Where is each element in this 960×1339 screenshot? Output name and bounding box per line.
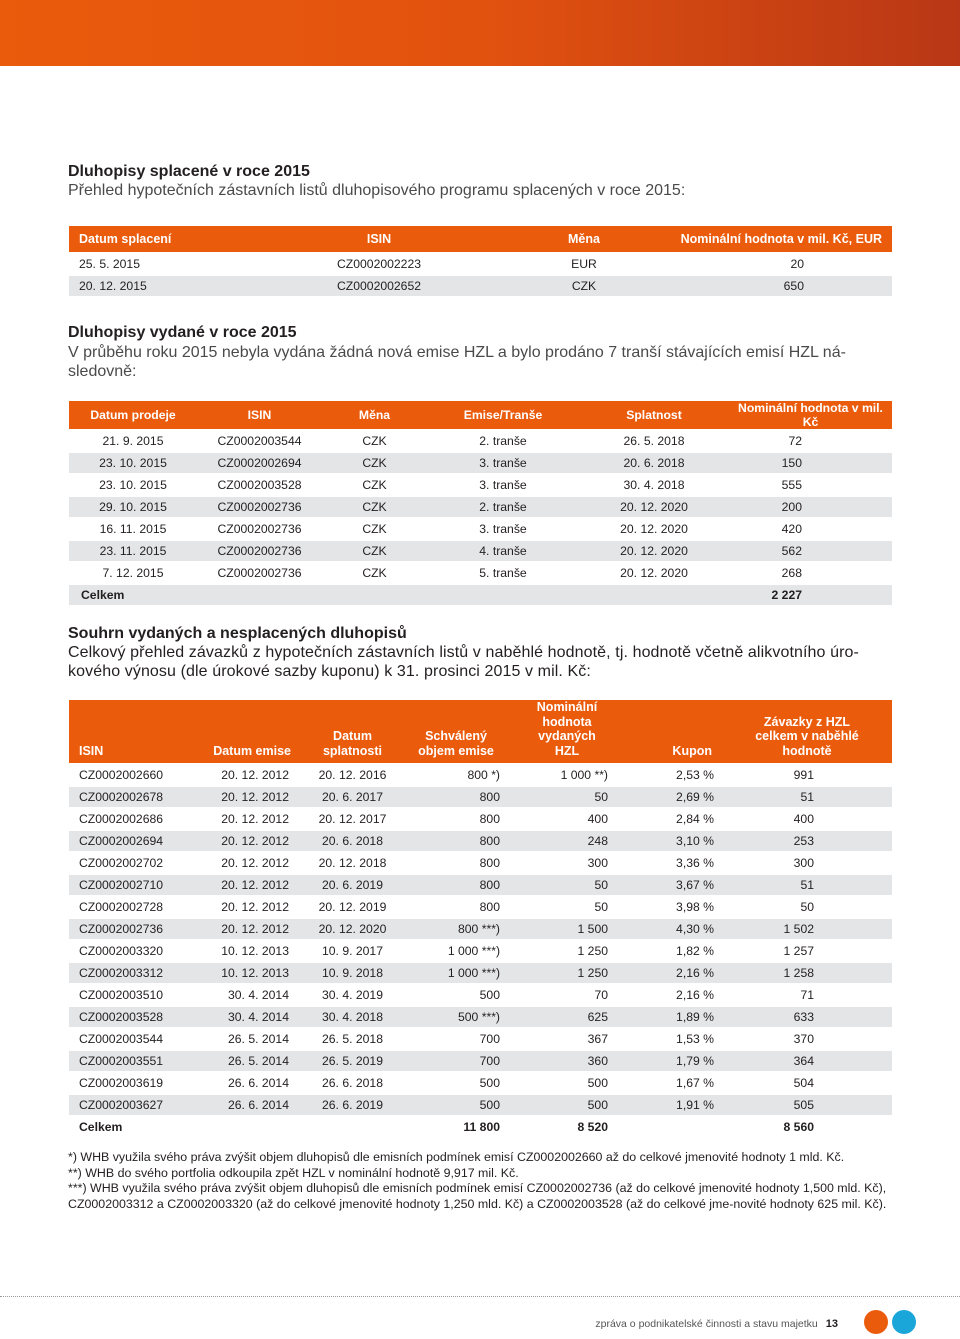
cell-nominal-issued: 1 500 bbox=[508, 919, 626, 939]
cell-approved-volume: 800 bbox=[404, 831, 508, 851]
cell-coupon: 4,30 % bbox=[626, 919, 722, 939]
cell-approved-volume: 500 bbox=[404, 1095, 508, 1115]
footer-caption: zpráva o podnikatelské činnosti a stavu majetku bbox=[595, 1318, 818, 1330]
col-header-nominal-issued bbox=[508, 700, 626, 763]
col-header-liabilities bbox=[722, 700, 892, 763]
col-header-isin: ISIN bbox=[197, 401, 322, 429]
cell-isin: CZ0002002223 bbox=[336, 257, 422, 271]
footnote: ***) WHB využila svého práva zvýšit objem dluhopisů dle emisních podmínek emisí CZ0002002736 (až do celkové jmenovité hodnoty 1,500 mld. Kč), CZ0002003312 a CZ0002003320 (až do celkové jmenovité hodnoty 1,250 mld. Kč) a CZ0002003528 (až do celkové jme-novité hodnoty 625 mil. Kč). bbox=[68, 1181, 887, 1211]
header-line: hodnota vydaných bbox=[538, 714, 596, 743]
col-header-isin bbox=[69, 700, 189, 763]
cell-sale-date: 21. 9. 2015 bbox=[102, 434, 164, 448]
cell-repayment-date: 25. 5. 2015 bbox=[79, 257, 140, 271]
cell-currency: CZK bbox=[504, 276, 664, 296]
cell-liabilities: 8 560 bbox=[783, 1120, 814, 1134]
table-row bbox=[69, 563, 892, 583]
cell-isin: CZ0002003627 bbox=[69, 1095, 189, 1115]
cell-sale-date: 29. 10. 2015 bbox=[69, 497, 197, 517]
cell-sale-date: 23. 10. 2015 bbox=[69, 453, 197, 473]
table-row bbox=[69, 254, 892, 274]
cell-coupon: 1,53 % bbox=[676, 1032, 714, 1046]
cell-nominal-value: 555 bbox=[781, 478, 802, 492]
cell-currency: CZK bbox=[362, 434, 387, 448]
total-row bbox=[69, 1117, 892, 1137]
footer bbox=[595, 1318, 838, 1330]
cell-liabilities: 1 257 bbox=[783, 944, 814, 958]
cell-repayment-date: 20. 12. 2015 bbox=[69, 276, 254, 296]
col-header-currency: Měna bbox=[322, 401, 427, 429]
cell-coupon bbox=[626, 1117, 722, 1137]
cell-coupon: 3,36 % bbox=[676, 856, 714, 870]
table-row bbox=[69, 1007, 892, 1027]
cell-maturity: 20. 12. 2020 bbox=[579, 497, 729, 517]
col-header-repayment-date: Datum splacení bbox=[69, 226, 254, 252]
cell-issue-date: 26. 5. 2014 bbox=[189, 1051, 301, 1071]
cell-issue-date: 20. 12. 2012 bbox=[221, 900, 289, 914]
cell-maturity: 20. 12. 2020 bbox=[579, 541, 729, 561]
cell-maturity-date: 20. 12. 2020 bbox=[301, 919, 404, 939]
cell-isin: CZ0002003312 bbox=[69, 963, 189, 983]
cell-coupon: 2,53 % bbox=[676, 768, 714, 782]
section3-title: Souhrn vydaných a nesplacených dluhopisů bbox=[68, 625, 407, 642]
cell-liabilities: 51 bbox=[722, 875, 892, 895]
cell-nominal-issued: 50 bbox=[594, 900, 608, 914]
col-header-coupon bbox=[626, 700, 722, 763]
cell-nominal-issued: 500 bbox=[508, 1095, 626, 1115]
cell-sale-date: 23. 11. 2015 bbox=[69, 541, 197, 561]
cell-approved-volume: 800 bbox=[479, 812, 500, 826]
cell-issue-date bbox=[189, 1117, 301, 1137]
blue-circle-icon bbox=[892, 1310, 916, 1334]
col-header-approved-volume bbox=[404, 700, 508, 763]
cell-tranche: 2. tranše bbox=[427, 497, 579, 517]
cell-liabilities: 504 bbox=[793, 1076, 814, 1090]
cell-isin: CZ0002002686 bbox=[79, 812, 164, 826]
cell-currency: CZK bbox=[322, 453, 427, 473]
cell-maturity-date: 20. 6. 2018 bbox=[301, 831, 404, 851]
cell-issue-date: 20. 12. 2012 bbox=[189, 831, 301, 851]
cell-maturity-date: 20. 12. 2019 bbox=[318, 900, 387, 914]
cell-isin: CZ0002003320 bbox=[79, 944, 164, 958]
footer-divider bbox=[0, 1296, 960, 1297]
cell-issue-date: 20. 12. 2012 bbox=[221, 812, 289, 826]
cell-nominal-value: 562 bbox=[729, 541, 892, 561]
cell-isin: CZ0002002702 bbox=[79, 856, 164, 870]
section2-title: Dluhopisy vydané v roce 2015 bbox=[68, 324, 297, 341]
table-row bbox=[69, 1051, 892, 1071]
section3-body: Celkový přehled závazků z hypotečních zástavních listů v naběhlé hodnotě, tj. hodnotě včetně alikvotního úro-kového výnosu (dle úrokové sazby kuponu) k 31. prosinci 2015 v mil. Kč: bbox=[68, 644, 859, 680]
cell-maturity-date: 26. 5. 2019 bbox=[301, 1051, 404, 1071]
cell-maturity-date: 10. 9. 2017 bbox=[322, 944, 383, 958]
table-row bbox=[69, 1073, 892, 1093]
cell-liabilities: 51 bbox=[722, 787, 892, 807]
cell-nominal-issued: 500 bbox=[587, 1076, 608, 1090]
cell-issue-date: 26. 6. 2014 bbox=[228, 1076, 289, 1090]
cell-isin: Celkem bbox=[79, 1120, 123, 1134]
header-line: ISIN bbox=[79, 743, 104, 758]
cell-currency: CZK bbox=[322, 541, 427, 561]
issued-bonds-table bbox=[69, 399, 892, 607]
cell-isin: CZ0002002736 bbox=[197, 497, 322, 517]
cell-coupon: 3,98 % bbox=[676, 900, 714, 914]
cell-liabilities: 50 bbox=[800, 900, 814, 914]
table-header-row bbox=[69, 226, 892, 252]
cell-issue-date: 26. 5. 2014 bbox=[228, 1032, 289, 1046]
cell-maturity-date: 26. 6. 2018 bbox=[322, 1076, 383, 1090]
cell-liabilities: 1 502 bbox=[722, 919, 892, 939]
page-number: 13 bbox=[825, 1318, 838, 1330]
cell-nominal-issued: 400 bbox=[587, 812, 608, 826]
cell-approved-volume: 1 000 ***) bbox=[404, 963, 508, 983]
cell-nominal-issued: 360 bbox=[508, 1051, 626, 1071]
cell-nominal-value: 268 bbox=[781, 566, 802, 580]
cell-issue-date: 30. 4. 2014 bbox=[189, 1007, 301, 1027]
section1-subtitle: Přehled hypotečních zástavních listů dluhopisového programu splacených v roce 2015: bbox=[68, 182, 686, 199]
table-row bbox=[69, 453, 892, 473]
cell-isin: CZ0002003619 bbox=[79, 1076, 164, 1090]
cell-liabilities: 71 bbox=[800, 988, 814, 1002]
cell-isin: CZ0002002728 bbox=[79, 900, 164, 914]
cell-nominal-value: 420 bbox=[781, 522, 802, 536]
cell-isin: CZ0002002694 bbox=[197, 453, 322, 473]
col-header-maturity-date bbox=[301, 700, 404, 763]
table-row bbox=[69, 853, 892, 873]
cell-isin: CZ0002003528 bbox=[69, 1007, 189, 1027]
cell-approved-volume: 800 *) bbox=[467, 768, 500, 782]
cell-issue-date: 10. 12. 2013 bbox=[189, 963, 301, 983]
cell-approved-volume: 800 bbox=[479, 856, 500, 870]
cell-issue-date: 20. 12. 2012 bbox=[189, 919, 301, 939]
col-header-isin: ISIN bbox=[254, 226, 504, 252]
cell-nominal-value: 150 bbox=[729, 453, 892, 473]
cell-coupon: 2,16 % bbox=[676, 988, 714, 1002]
cell-issue-date: 20. 12. 2012 bbox=[221, 768, 289, 782]
footnotes bbox=[68, 1150, 898, 1212]
cell-isin: CZ0002002710 bbox=[69, 875, 189, 895]
header-line: Nominální bbox=[536, 700, 598, 714]
cell-isin: CZ0002002736 bbox=[197, 541, 322, 561]
cell-maturity: 20. 12. 2020 bbox=[620, 566, 688, 580]
cell-nominal-value: 200 bbox=[729, 497, 892, 517]
header-line: HZL bbox=[554, 743, 580, 758]
cell-isin: CZ0002003528 bbox=[217, 478, 302, 492]
cell-isin: CZ0002002660 bbox=[79, 768, 164, 782]
cell-maturity: 30. 4. 2018 bbox=[623, 478, 685, 492]
cell-isin: CZ0002002736 bbox=[217, 566, 302, 580]
footnote: *) WHB využila svého práva zvýšit objem dluhopisů dle emisních podmínek emisí CZ0002002660 až do celkové jmenovité hodnoty 1 mld. Kč. bbox=[68, 1150, 845, 1164]
cell-tranche: 3. tranše bbox=[479, 522, 527, 536]
cell-isin: CZ0002002652 bbox=[254, 276, 504, 296]
cell-maturity-date: 20. 12. 2018 bbox=[318, 856, 387, 870]
cell-sale-date: 16. 11. 2015 bbox=[99, 522, 167, 536]
cell-issue-date: 20. 12. 2012 bbox=[189, 875, 301, 895]
cell-issue-date: 20. 12. 2012 bbox=[189, 787, 301, 807]
cell-maturity-date: 30. 4. 2019 bbox=[322, 988, 383, 1002]
cell-approved-volume: 800 bbox=[404, 787, 508, 807]
table-row bbox=[69, 787, 892, 807]
cell-nominal-issued: 300 bbox=[587, 856, 608, 870]
cell-maturity-date: 10. 9. 2018 bbox=[301, 963, 404, 983]
header-line: objem emise bbox=[418, 743, 494, 758]
cell-nominal-issued: 1 250 bbox=[508, 963, 626, 983]
cell-approved-volume: 1 000 ***) bbox=[447, 944, 500, 958]
table-row bbox=[69, 809, 892, 829]
header-line: Schválený bbox=[425, 729, 487, 743]
table-row bbox=[69, 541, 892, 561]
cell-maturity-date: 26. 5. 2018 bbox=[322, 1032, 383, 1046]
cell-currency: CZK bbox=[322, 497, 427, 517]
cell-liabilities: 991 bbox=[793, 768, 814, 782]
cell-approved-volume: 800 bbox=[404, 875, 508, 895]
col-header-currency: Měna bbox=[504, 226, 664, 252]
cell-tranche: 5. tranše bbox=[479, 566, 527, 580]
header-line: splatnosti bbox=[322, 743, 383, 758]
col-header-sale-date: Datum prodeje bbox=[69, 401, 197, 429]
cell-issue-date: 30. 4. 2014 bbox=[228, 988, 289, 1002]
table-row bbox=[69, 1095, 892, 1115]
cell-coupon: 2,69 % bbox=[626, 787, 722, 807]
cell-tranche: 3. tranše bbox=[479, 478, 527, 492]
cell-isin: CZ0002002736 bbox=[217, 522, 302, 536]
cell-issue-date: 20. 12. 2012 bbox=[221, 856, 289, 870]
cell-approved-volume: 500 bbox=[479, 988, 500, 1002]
cell-coupon: 3,67 % bbox=[626, 875, 722, 895]
total-label: Celkem bbox=[69, 585, 197, 605]
col-header-issue-date bbox=[189, 700, 301, 763]
cell-maturity-date: 20. 12. 2016 bbox=[318, 768, 387, 782]
table-row bbox=[69, 276, 892, 296]
header-line: celkem v naběhlé hodnotě bbox=[755, 729, 859, 758]
table-header-row bbox=[69, 700, 892, 763]
cell-isin: CZ0002003544 bbox=[217, 434, 302, 448]
cell-approved-volume: 11 800 bbox=[463, 1120, 500, 1134]
section2-subtitle: V průběhu roku 2015 nebyla vydána žádná nová emise HZL a bylo prodáno 7 tranší stávajících emisí HZL ná-sledovně: bbox=[68, 344, 846, 380]
header-line: Datum bbox=[333, 729, 372, 743]
cell-maturity-date: 26. 6. 2019 bbox=[301, 1095, 404, 1115]
cell-coupon: 2,84 % bbox=[676, 812, 714, 826]
cell-approved-volume: 800 bbox=[479, 900, 500, 914]
col-header-maturity: Splatnost bbox=[579, 401, 729, 429]
cell-approved-volume: 800 ***) bbox=[404, 919, 508, 939]
cell-nominal-value: 72 bbox=[788, 434, 802, 448]
cell-tranche: 3. tranše bbox=[427, 453, 579, 473]
cell-isin: CZ0002002736 bbox=[69, 919, 189, 939]
cell-isin: CZ0002002678 bbox=[69, 787, 189, 807]
cell-maturity-date: 30. 4. 2018 bbox=[301, 1007, 404, 1027]
cell-sale-date: 7. 12. 2015 bbox=[102, 566, 164, 580]
cell-nominal-issued: 248 bbox=[508, 831, 626, 851]
cell-tranche: 2. tranše bbox=[479, 434, 527, 448]
cell-coupon: 1,67 % bbox=[676, 1076, 714, 1090]
repaid-bonds-table bbox=[69, 224, 892, 298]
table-row bbox=[69, 985, 892, 1005]
cell-maturity: 26. 5. 2018 bbox=[623, 434, 685, 448]
cell-currency: CZK bbox=[362, 566, 387, 580]
table-row bbox=[69, 475, 892, 495]
cell-liabilities: 300 bbox=[793, 856, 814, 870]
cell-liabilities: 364 bbox=[722, 1051, 892, 1071]
cell-sale-date: 23. 10. 2015 bbox=[99, 478, 167, 492]
cell-coupon: 2,16 % bbox=[626, 963, 722, 983]
total-row bbox=[69, 585, 892, 605]
cell-coupon: 1,82 % bbox=[676, 944, 714, 958]
table-row bbox=[69, 765, 892, 785]
header-band bbox=[0, 0, 960, 66]
cell-isin: CZ0002003510 bbox=[79, 988, 164, 1002]
cell-coupon: 1,79 % bbox=[626, 1051, 722, 1071]
table-row bbox=[69, 431, 892, 451]
header-line: Závazky z HZL bbox=[763, 714, 851, 729]
cell-currency: CZK bbox=[362, 478, 387, 492]
table-row bbox=[69, 875, 892, 895]
cell-nominal-value: 650 bbox=[664, 276, 892, 296]
table-row bbox=[69, 919, 892, 939]
cell-liabilities: 1 258 bbox=[722, 963, 892, 983]
col-header-issue-tranche: Emise/Tranše bbox=[427, 401, 579, 429]
table-row bbox=[69, 941, 892, 961]
cell-isin: CZ0002003551 bbox=[69, 1051, 189, 1071]
cell-coupon: 1,91 % bbox=[626, 1095, 722, 1115]
cell-nominal-issued: 367 bbox=[587, 1032, 608, 1046]
footnote: **) WHB do svého portfolia odkoupila zpět HZL v nominální hodnotě 9,917 mil. Kč. bbox=[68, 1165, 519, 1180]
cell-nominal-issued: 1 250 bbox=[577, 944, 608, 958]
cell-isin: CZ0002003544 bbox=[79, 1032, 164, 1046]
col-header-nominal-value: Nominální hodnota v mil. Kč bbox=[729, 401, 892, 429]
cell-maturity-date bbox=[301, 1117, 404, 1137]
table-row bbox=[69, 831, 892, 851]
cell-maturity-date: 20. 12. 2017 bbox=[318, 812, 387, 826]
orange-circle-icon bbox=[864, 1310, 888, 1334]
outstanding-bonds-table bbox=[69, 698, 892, 1139]
table-row bbox=[69, 963, 892, 983]
table-row bbox=[69, 519, 892, 539]
cell-approved-volume: 500 bbox=[479, 1076, 500, 1090]
cell-nominal-issued: 70 bbox=[594, 988, 608, 1002]
cell-tranche: 4. tranše bbox=[427, 541, 579, 561]
table-row bbox=[69, 497, 892, 517]
cell-currency: CZK bbox=[362, 522, 387, 536]
cell-nominal-value: 20 bbox=[790, 257, 804, 271]
cell-coupon: 3,10 % bbox=[626, 831, 722, 851]
cell-approved-volume: 700 bbox=[479, 1032, 500, 1046]
cell-liabilities: 633 bbox=[722, 1007, 892, 1027]
cell-currency: EUR bbox=[571, 257, 597, 271]
cell-liabilities: 505 bbox=[722, 1095, 892, 1115]
cell-nominal-issued: 8 520 bbox=[577, 1120, 608, 1134]
cell-maturity: 20. 12. 2020 bbox=[620, 522, 688, 536]
cell-nominal-issued: 50 bbox=[508, 787, 626, 807]
section1-title: Dluhopisy splacené v roce 2015 bbox=[68, 163, 310, 180]
cell-nominal-issued: 625 bbox=[508, 1007, 626, 1027]
cell-issue-date: 10. 12. 2013 bbox=[221, 944, 289, 958]
cell-maturity: 20. 6. 2018 bbox=[579, 453, 729, 473]
table-row bbox=[69, 897, 892, 917]
cell-coupon: 1,89 % bbox=[626, 1007, 722, 1027]
cell-maturity-date: 20. 6. 2019 bbox=[301, 875, 404, 895]
cell-liabilities: 370 bbox=[793, 1032, 814, 1046]
header-line: Kupon bbox=[672, 743, 712, 758]
cell-isin: CZ0002002694 bbox=[69, 831, 189, 851]
cell-liabilities: 253 bbox=[722, 831, 892, 851]
table-header-row bbox=[69, 401, 892, 429]
col-header-nominal-value: Nominální hodnota v mil. Kč, EUR bbox=[664, 226, 892, 252]
cell-approved-volume: 700 bbox=[404, 1051, 508, 1071]
table-row bbox=[69, 1029, 892, 1049]
header-line: Datum emise bbox=[213, 743, 291, 758]
cell-nominal-issued: 1 000 **) bbox=[560, 768, 608, 782]
cell-maturity-date: 20. 6. 2017 bbox=[301, 787, 404, 807]
cell-liabilities: 400 bbox=[793, 812, 814, 826]
cell-issue-date: 26. 6. 2014 bbox=[189, 1095, 301, 1115]
cell-approved-volume: 500 ***) bbox=[404, 1007, 508, 1027]
total-value: 2 227 bbox=[729, 585, 892, 605]
cell-nominal-issued: 50 bbox=[508, 875, 626, 895]
